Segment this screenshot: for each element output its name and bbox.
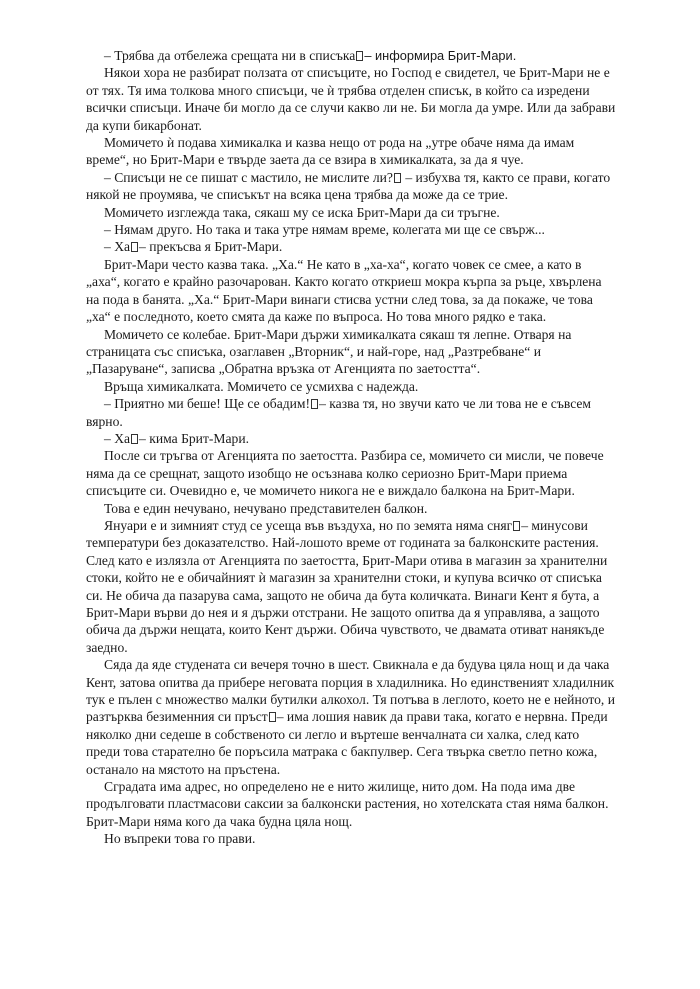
paragraph xyxy=(86,204,616,221)
paragraph-text: – Приятно ми беше! Ще се обадим! xyxy=(104,396,311,412)
missing-glyph-box xyxy=(356,51,363,61)
paragraph xyxy=(86,64,616,134)
paragraph xyxy=(86,169,616,204)
paragraph-text: Сградата има адрес, но определено не е нито жилище, нито дом. На пода има две продълговати пластмасови саксии за балконски растения, но хотелската стая няма балкон. Брит-Мари няма кого да чака будна цяла нощ. xyxy=(86,779,609,829)
missing-glyph-box xyxy=(131,242,138,252)
paragraph-text-tail: – има лошия навик да прави така, когато е нервна. Преди няколко дни седеше в собственото си легло и въртеше венчалната си халка, след като преди това старателно бе поръсила матрака с бакпулвер. Сега твърка светло петно кожа, останало на мястото на пръстена. xyxy=(86,709,608,777)
missing-glyph-box xyxy=(269,712,276,722)
paragraph xyxy=(86,656,616,778)
missing-glyph-box xyxy=(131,434,138,444)
paragraph xyxy=(86,221,616,238)
paragraph-text: – Ха xyxy=(104,430,131,446)
paragraph-text: Момичето изглежда така, сякаш му се иска Брит-Мари да си тръгне. xyxy=(104,204,500,220)
paragraph xyxy=(86,830,616,847)
paragraph-text-tail: – избухва тя, както се прави, когато някой не проумява, че списъкът на всяка цена трябва да може да се трие. xyxy=(86,169,611,203)
paragraph xyxy=(86,238,616,255)
paragraph xyxy=(86,134,616,169)
missing-glyph-box xyxy=(513,521,520,531)
paragraph-text-tail: – информира Брит-Мари. xyxy=(364,48,517,63)
paragraph-text: Момичето ѝ подава химикалка и казва нещо от рода на „утре обаче няма да имам време“, но Брит-Мари е твърде заета да се взира в химикалката, за да я чуе. xyxy=(86,135,575,168)
paragraph-text: Връща химикалката. Момичето се усмихва с надежда. xyxy=(104,378,419,394)
paragraph-text: Сяда да яде студената си вечеря точно в шест. Свикнала е да будува цяла нощ и да чака Кент, затова опитва да прибере неговата порция в хладилника. Но единственият хладилник тук е пълен с множество малки бутилки алкохол. Тя потъва в леглото, което не е нейното, и разтърква безименния си пръст xyxy=(86,657,615,725)
book-text xyxy=(86,47,616,848)
paragraph-text: – Ха xyxy=(104,239,131,255)
paragraph xyxy=(86,378,616,395)
paragraph xyxy=(86,447,616,499)
paragraph-text-tail: – казва тя, но звучи като че ли това не е съвсем вярно. xyxy=(86,396,592,429)
missing-glyph-box xyxy=(311,399,318,409)
paragraph xyxy=(86,430,616,447)
paragraph xyxy=(86,517,616,656)
paragraph-text: Но въпреки това го прави. xyxy=(104,831,256,847)
paragraph-text-tail: – кима Брит-Мари. xyxy=(139,430,249,446)
missing-glyph-box xyxy=(394,173,401,183)
paragraph-text: Това е един нечувано, нечувано представителен балкон. xyxy=(104,500,428,516)
paragraph-text: Януари е и зимният студ се усеща във въздуха, но по земята няма сняг xyxy=(104,517,513,533)
paragraph-text: Брит-Мари често казва така. „Ха.“ Не като в „ха-ха“, когато човек се смее, а като в „аха“, когато е крайно разочарован. Както когато откриеш мокра кърпа за ръце, хвърлена на пода в банята. „Ха.“ Брит-Мари винаги стисва устни след това, за да покаже, че това „ха“ е последното, което смята да каже по въпроса. Но това много рядко е така. xyxy=(86,256,602,325)
paragraph-text: Някои хора не разбират ползата от списъците, но Господ е свидетел, че Брит-Мари не е от тях. Тя има толкова много списъци, че ѝ трябва отделен списък, в който са изредени всички списъци. Иначе би могло да се случи какво ли не. Би могла да умре. Или да забрави да купи бикарбонат. xyxy=(86,65,616,133)
paragraph-text-tail: – минусови температури без доказателство. Най-лошото време от годината за балконските растения. След като е излязла от Агенцията по заетостта, Брит-Мари отива в магазин за хранителни стоки, който не е обичайният ѝ магазин за хранителни стоки, и купува всичко от списъка си. Не обича да пазарува сама, защото не обича да бута количката. Винаги Кент я бута, а Брит-Мари върви до нея и я държи отстрани. Не защото опитва да я управлява, а защото обича да държи нещата, които Кент държи. Обича чувството, че двамата отиват нанякъде заедно. xyxy=(86,517,608,655)
paragraph xyxy=(86,47,616,64)
paragraph-text: После си тръгва от Агенцията по заетостта. Разбира се, момичето си мисли, че повече няма да се срещнат, защото изобщо не осъзнава колко сериозно Брит-Мари приема списъците си. Очевидно е, че момичето никога не е виждало балкона на Брит-Мари. xyxy=(86,448,604,499)
paragraph xyxy=(86,256,616,326)
paragraph-text: – Трябва да отбележа срещата ни в списъка xyxy=(104,48,356,63)
paragraph xyxy=(86,778,616,830)
paragraph-text: Момичето се колебае. Брит-Мари държи химикалката сякаш тя лепне. Отваря на страницата със списъка, озаглавен „Вторник“, и най-горе, над „Разтребване“ и „Пазаруване“, записва „Обратна връзка от Агенцията по заетостта“. xyxy=(86,326,572,377)
paragraph-text-tail: – прекъсва я Брит-Мари. xyxy=(139,239,283,255)
paragraph-text: – Списъци не се пишат с мастило, не мислите ли? xyxy=(104,169,393,185)
paragraph xyxy=(86,395,616,430)
paragraph-text: – Нямам друго. Но така и така утре нямам време, колегата ми ще се свърж... xyxy=(104,222,545,238)
paragraph xyxy=(86,500,616,517)
paragraph xyxy=(86,326,616,378)
